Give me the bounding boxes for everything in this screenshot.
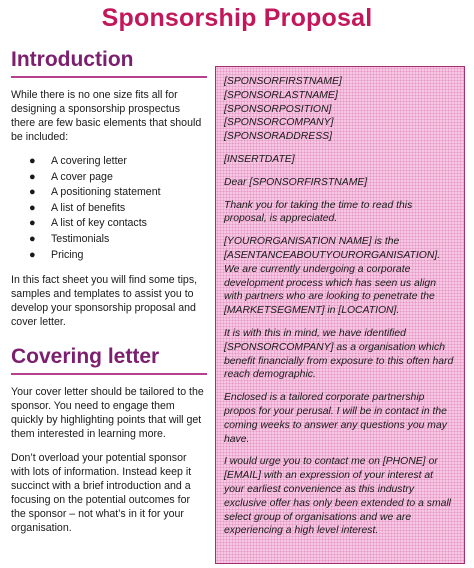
list-item: ● A list of benefits: [11, 201, 207, 217]
bullet-icon: ●: [29, 155, 36, 167]
elements-list: [11, 154, 207, 263]
bullet-icon: ●: [29, 217, 36, 230]
heading-rule: [11, 76, 207, 78]
bullet-icon: ●: [29, 232, 36, 245]
list-item: ● A list of key contacts: [11, 216, 207, 232]
letter-paragraph-3: It is with this in mind, we have identified [SPONSORCOMPANY] as a organisation which benefit financially from exposure to this often hard reach demographic.: [224, 327, 454, 381]
list-item: ● Pricing: [11, 248, 207, 264]
list-item: ● A positioning statement: [11, 185, 207, 201]
covering-paragraph-2: Don’t overload your potential sponsor with lots of information. Instead keep it succinct with a brief introduction and a focusing on the potential outcomes for the sponsor – not what’s in it for your organisation.: [11, 452, 192, 535]
left-column: [11, 46, 207, 545]
letter-paragraph-1: Thank you for taking the time to read this proposal, is appreciated.: [224, 199, 413, 225]
letter-address: [SPONSORFIRSTNAME] [SPONSORLASTNAME] [SPONSORPOSITION] [SPONSORCOMPANY] [SPONSORADDRESS]: [224, 76, 342, 143]
bullet-icon: ●: [29, 170, 36, 183]
document-title: Sponsorship Proposal: [101, 4, 373, 32]
letter-date: [INSERTDATE]: [224, 153, 295, 165]
intro-paragraph-2: In this fact sheet you will find some tips, samples and templates to assist you to develop your sponsorship proposal and cover letter.: [11, 274, 198, 329]
sample-letter-box: [215, 66, 465, 564]
bullet-icon: ●: [29, 201, 36, 214]
covering-paragraph-1: Your cover letter should be tailored to the sponsor. You need to engage them quickly by highlighting points that will get them interested in learning more.: [11, 386, 204, 441]
heading-rule: [11, 373, 207, 375]
bullet-icon: ●: [29, 248, 36, 261]
list-item: ● Testimonials: [11, 232, 207, 248]
introduction-heading: Introduction: [11, 48, 134, 71]
list-item: ● A covering letter: [11, 154, 207, 170]
letter-paragraph-2: [YOURORGANISATION NAME] is the [ASENTANCEABOUTYOURORGANISATION]. We are currently undergoing a corporate development process which has seen us align with partners who are looking to penetrate the [MARKETSEGMENT] in [LOCATION].: [224, 236, 441, 317]
list-item: ● A cover page: [11, 170, 207, 186]
covering-letter-heading: Covering letter: [11, 345, 160, 369]
bullet-icon: ●: [29, 186, 36, 199]
letter-salutation: Dear [SPONSORFIRSTNAME]: [224, 176, 368, 188]
letter-paragraph-5: I would urge you to contact me on [PHONE] or [EMAIL] with an expression of your interest at your earliest convenience as this industry exclusive offer has only been extended to a small select group of organisations and we are experiencing a high level interest.: [224, 456, 451, 537]
intro-paragraph-1: While there is no one size fits all for designing a sponsorship prospectus there are few basic elements that should be included:: [11, 89, 202, 143]
letter-paragraph-4: Enclosed is a tailored corporate partnership propos for your perusal. I will be in contact in the coming weeks to answer any questions you may have.: [224, 392, 447, 445]
